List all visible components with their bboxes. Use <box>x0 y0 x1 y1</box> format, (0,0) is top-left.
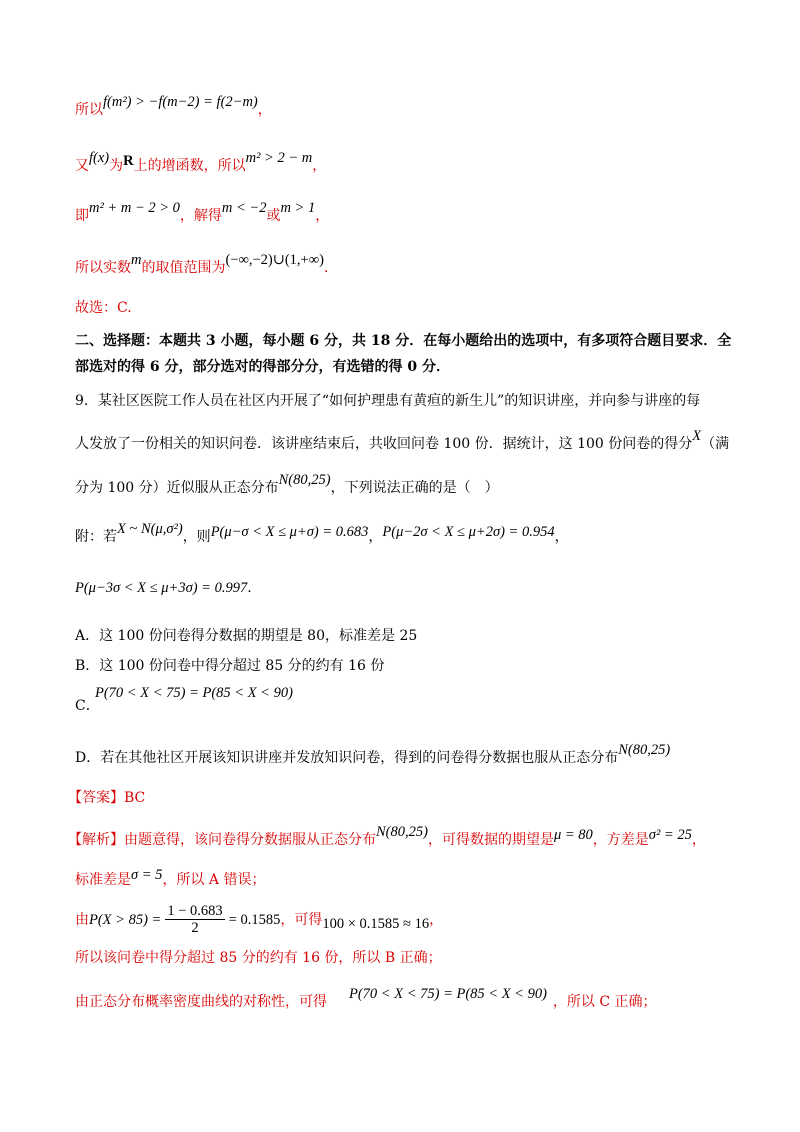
formula: m <box>131 252 142 268</box>
analysis-line-1 <box>68 824 706 850</box>
analysis-line-4: 所以该问卷中得分超过 85 分的约有 16 份，所以 B 正确； <box>75 950 442 966</box>
text: 【解析】由题意得，该问卷得分数据服从正态分布 <box>68 832 376 848</box>
formula: X ~ N(μ,σ²) <box>117 521 183 537</box>
option-b: B．这 100 份问卷中得分超过 85 分的约有 16 份 <box>75 658 385 674</box>
solution-line-3 <box>75 200 330 226</box>
formula: 100 × 0.1585 ≈ 16 <box>322 915 430 932</box>
text: 即 <box>75 208 89 224</box>
formula: σ = 5 <box>131 867 163 883</box>
text: ， <box>315 208 330 224</box>
text: 人发放了一份相关的知识问卷．该讲座结束后，共收回问卷 100 份．据统计，这 100 份问卷的得分 <box>75 436 693 452</box>
fraction-numerator: 1 − 0.683 <box>167 903 223 919</box>
solution-choice: 故选：C. <box>75 300 132 316</box>
fraction-denominator: 2 <box>191 920 199 936</box>
formula: m² > 2 − m <box>245 150 313 166</box>
analysis-line-2 <box>75 867 266 890</box>
question-9-line-1: 9．某社区医院工作人员在社区内开展了“如何护理患有黄疸的新生儿”的知识讲座，并向参与讲座的每 <box>75 393 701 409</box>
formula: m² + m − 2 > 0 <box>89 200 180 216</box>
option-c: C． <box>75 698 100 714</box>
text: ，所以 A 错误； <box>162 872 266 888</box>
text: 标准差是 <box>75 872 131 888</box>
formula: X <box>692 428 702 444</box>
formula: N(80,25) <box>278 472 331 488</box>
text: ， <box>257 102 272 118</box>
text: 又 <box>75 158 89 174</box>
text: 所以 <box>75 102 103 118</box>
text: 由正态分布概率密度曲线的对称性，可得 <box>75 994 327 1010</box>
solution-line-2 <box>75 150 327 176</box>
text: ，则 <box>182 529 211 545</box>
text: ， <box>691 832 706 848</box>
text: 的取值范围为 <box>141 260 226 276</box>
text: D．若在其他社区开展该知识讲座并发放知识问卷，得到的问卷得分数据也服从正态分布 <box>75 750 619 766</box>
formula: m < −2 <box>221 200 267 216</box>
text: 由 <box>75 911 89 928</box>
text: 上的增函数，所以 <box>133 158 246 174</box>
text: （满 <box>701 436 730 452</box>
text: ，下列说法正确的是（ ） <box>330 480 499 496</box>
question-9-reference-2 <box>75 578 252 598</box>
formula: R <box>123 153 134 169</box>
text: ， <box>554 529 569 545</box>
text: . <box>247 580 252 596</box>
formula: f(x) <box>89 150 110 166</box>
formula: N(80,25) <box>618 742 671 758</box>
text: ，方差是 <box>592 832 649 848</box>
text: ， <box>429 911 444 928</box>
text: ，可得数据的期望是 <box>427 832 554 848</box>
text: 或 <box>266 208 281 224</box>
question-9-reference <box>75 521 569 547</box>
solution-line-4 <box>75 252 329 278</box>
formula: N(80,25) <box>376 824 428 840</box>
question-9-line-2 <box>75 428 730 454</box>
formula: m > 1 <box>280 200 316 216</box>
answer: 【答案】BC <box>68 790 146 806</box>
formula: P(X > 85) = <box>89 911 162 928</box>
fraction <box>165 903 224 936</box>
text: 所以实数 <box>75 260 131 276</box>
text: ， <box>312 158 327 174</box>
text: ，可得 <box>280 911 323 928</box>
text: . <box>323 260 329 276</box>
option-d <box>75 742 671 768</box>
formula: f(m²) > −f(m−2) = f(2−m) <box>103 94 258 110</box>
formula: P(μ−2σ < X ≤ μ+2σ) = 0.954 <box>382 524 555 540</box>
formula: P(μ−σ < X ≤ μ+σ) = 0.683 <box>210 524 369 540</box>
text: ，解得 <box>179 208 222 224</box>
formula: μ = 80 <box>553 827 593 843</box>
formula: P(μ−3σ < X ≤ μ+3σ) = 0.997 <box>75 580 248 596</box>
formula: (−∞,−2)∪(1,+∞) <box>225 252 324 268</box>
analysis-line-5 <box>75 986 657 1012</box>
text: 为 <box>109 158 124 174</box>
text: ，所以 C 正确； <box>552 994 657 1010</box>
text: 附：若 <box>75 529 117 545</box>
formula: = 0.1585 <box>228 911 281 928</box>
formula: P(70 < X < 75) = P(85 < X < 90) <box>349 986 547 1002</box>
analysis-line-3 <box>75 903 443 943</box>
option-a: A．这 100 份问卷得分数据的期望是 80，标准差是 25 <box>75 628 418 644</box>
question-9-line-3 <box>75 472 499 498</box>
section-heading: 二、选择题：本题共 3 小题，每小题 6 分，共 18 分．在每小题给出的选项中，有多项符合题目要求．全部选对的得 6 分，部分选对的得部分分，有选错的得 0 分． <box>75 333 732 375</box>
text: 分为 100 分）近似服从正态分布 <box>75 480 279 496</box>
text: ， <box>368 529 383 545</box>
solution-line-1 <box>75 94 272 120</box>
option-c-formula: P(70 < X < 75) = P(85 < X < 90) <box>95 685 293 701</box>
formula: σ² = 25 <box>648 827 692 843</box>
